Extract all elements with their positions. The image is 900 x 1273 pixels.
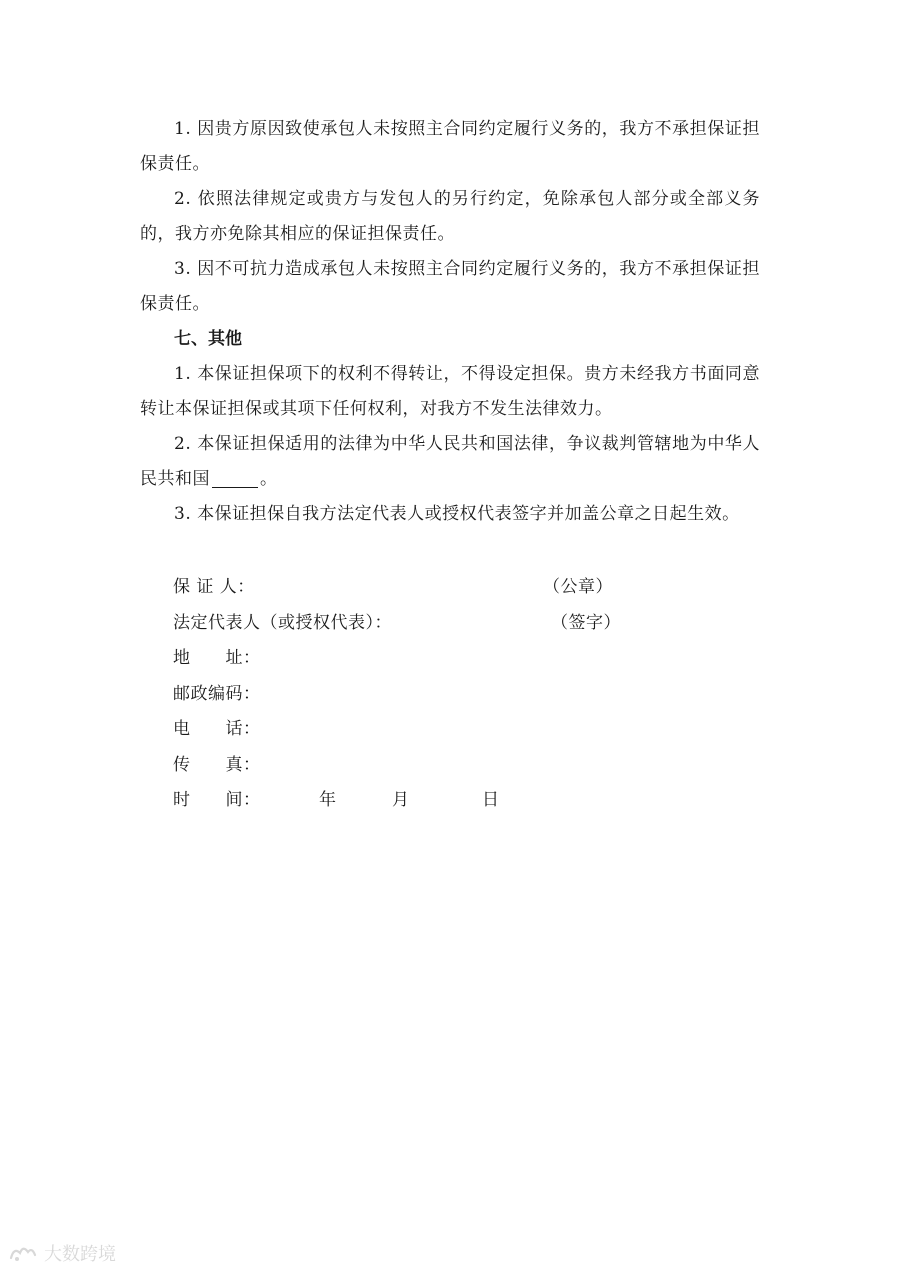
paragraph-1: 1. 因贵方原因致使承包人未按照主合同约定履行义务的，我方不承担保证担保责任。	[140, 119, 760, 174]
date-day: 日	[482, 790, 500, 810]
watermark-text: 大数跨境	[44, 1244, 116, 1265]
other-paragraph-3: 3. 本保证担保自我方法定代表人或授权代表签字并加盖公章之日起生效。	[174, 504, 740, 524]
phone-label: 电 话：	[173, 719, 261, 739]
postcode-label: 邮政编码：	[173, 683, 261, 704]
paragraph-2: 2. 依照法律规定或贵方与发包人的另行约定，免除承包人部分或全部义务的，我方亦免除其相应的保证担保责任。	[140, 189, 760, 244]
representative-label: 法定代表人（或授权代表）：	[173, 612, 392, 633]
guarantor-label: 保 证 人：	[173, 577, 255, 597]
date-month: 月	[392, 790, 410, 810]
phone-row	[173, 712, 653, 748]
other-paragraph-1: 1. 本保证担保项下的权利不得转让，不得设定担保。贵方未经我方书面同意转让本保证担保或其项下任何权利，对我方不发生法律效力。	[140, 364, 760, 419]
date-row	[173, 783, 653, 819]
document-body	[140, 112, 760, 532]
representative-row	[173, 606, 653, 642]
address-label: 地 址：	[173, 648, 261, 668]
date-year: 年	[319, 790, 337, 810]
postcode-row	[173, 677, 653, 713]
date-label: 时 间：	[173, 790, 261, 810]
signature-block	[173, 570, 653, 819]
fax-label: 传 真：	[173, 754, 261, 775]
watermark	[8, 1240, 116, 1266]
other-paragraph-2-end: 。	[260, 469, 278, 489]
paragraph-3: 3. 因不可抗力造成承包人未按照主合同约定履行义务的，我方不承担保证担保责任。	[140, 259, 760, 314]
brand-logo-icon	[8, 1243, 38, 1263]
address-row	[173, 641, 653, 677]
signature-note: （签字）	[551, 612, 621, 633]
other-paragraph-2-text: 2. 本保证担保适用的法律为中华人民共和国法律，争议裁判管辖地为中华人民共和国	[140, 434, 760, 489]
blank-underline	[212, 469, 258, 488]
guarantor-row	[173, 570, 653, 606]
other-paragraph-2	[140, 427, 760, 497]
section-heading-other: 七、其他	[174, 329, 242, 349]
fax-row	[173, 748, 653, 784]
seal-note: （公章）	[543, 577, 613, 597]
